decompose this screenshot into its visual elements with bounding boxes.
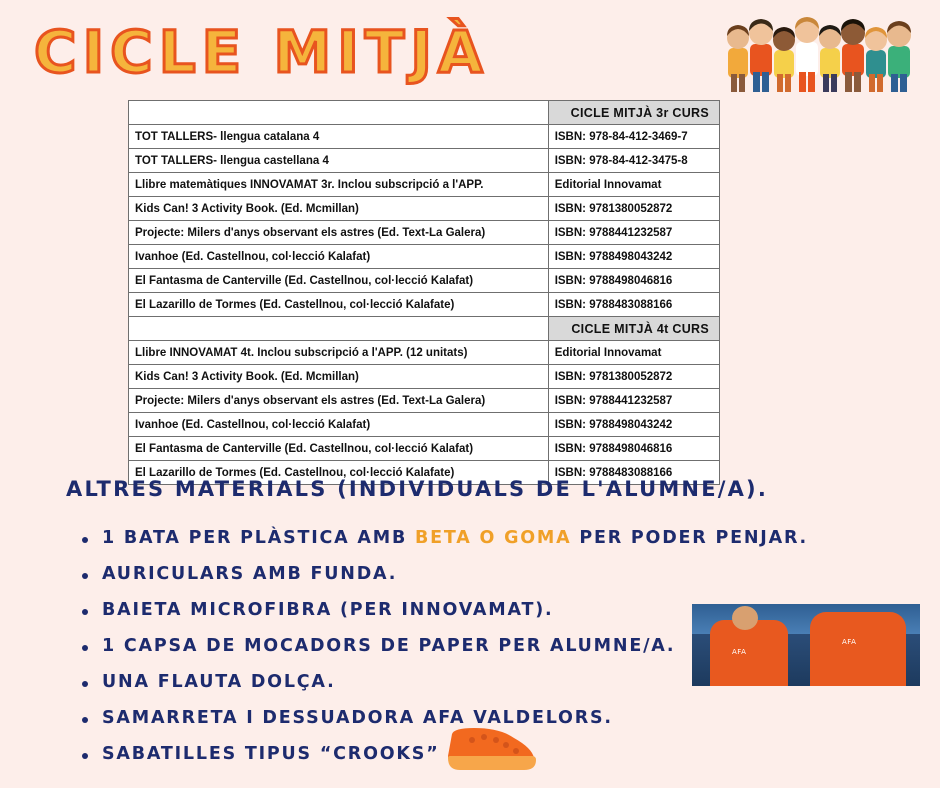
table-row bbox=[129, 197, 720, 221]
book-code: ISBN: 9781380052872 bbox=[548, 197, 719, 221]
page-title: CICLE MITJÀ bbox=[34, 18, 489, 86]
list-item-text-after: PER PODER PENJAR. bbox=[571, 528, 809, 548]
list-item bbox=[78, 600, 698, 620]
book-code: Editorial Innovamat bbox=[548, 173, 719, 197]
book-title: Llibre matemàtiques INNOVAMAT 3r. Inclou subscripció a l'APP. bbox=[129, 173, 549, 197]
book-code: ISBN: 9788483088166 bbox=[548, 461, 719, 485]
table-row bbox=[129, 365, 720, 389]
book-title: El Lazarillo de Tormes (Ed. Castellnou, col·lecció Kalafate) bbox=[129, 461, 549, 485]
list-item-text-before: 1 CAPSA DE MOCADORS DE PAPER PER ALUMNE/A. bbox=[102, 636, 676, 656]
table-section-header bbox=[129, 101, 720, 125]
list-item bbox=[78, 564, 698, 584]
book-title: Projecte: Milers d'anys observant els astres (Ed. Text-La Galera) bbox=[129, 221, 549, 245]
book-title: El Fantasma de Canterville (Ed. Castellnou, col·lecció Kalafat) bbox=[129, 269, 549, 293]
book-title: El Fantasma de Canterville (Ed. Castellnou, col·lecció Kalafat) bbox=[129, 437, 549, 461]
section-header-label: CICLE MITJÀ 4t CURS bbox=[548, 317, 719, 341]
table-row bbox=[129, 389, 720, 413]
table-row bbox=[129, 245, 720, 269]
book-title: TOT TALLERS- llengua catalana 4 bbox=[129, 125, 549, 149]
students-photo bbox=[692, 604, 920, 686]
book-code: ISBN: 9788441232587 bbox=[548, 221, 719, 245]
list-item-text-before: 1 BATA PER PLÀSTICA AMB bbox=[102, 528, 415, 548]
list-item-text-before: SABATILLES TIPUS “CROOKS” bbox=[102, 744, 440, 764]
photo-student-left bbox=[710, 620, 788, 686]
book-title: El Lazarillo de Tormes (Ed. Castellnou, col·lecció Kalafate) bbox=[129, 293, 549, 317]
photo-student-right bbox=[810, 612, 906, 686]
list-item bbox=[78, 708, 698, 728]
section-header-label: CICLE MITJÀ 3r CURS bbox=[548, 101, 719, 125]
table-row bbox=[129, 413, 720, 437]
table-row bbox=[129, 149, 720, 173]
list-item-text-before: BAIETA MICROFIBRA (PER INNOVAMAT). bbox=[102, 600, 554, 620]
photo-student-left-head bbox=[732, 606, 758, 630]
list-item bbox=[78, 528, 809, 548]
table-row bbox=[129, 293, 720, 317]
section-header-spacer bbox=[129, 317, 549, 341]
photo-caption-left: AFA bbox=[732, 648, 747, 656]
table-row bbox=[129, 125, 720, 149]
table-row bbox=[129, 437, 720, 461]
book-code: ISBN: 9781380052872 bbox=[548, 365, 719, 389]
list-item-text-before: AURICULARS AMB FUNDA. bbox=[102, 564, 398, 584]
book-title: Ivanhoe (Ed. Castellnou, col·lecció Kalafat) bbox=[129, 413, 549, 437]
book-code: ISBN: 978-84-412-3469-7 bbox=[548, 125, 719, 149]
book-code: ISBN: 9788483088166 bbox=[548, 293, 719, 317]
clog-shoe-illustration bbox=[440, 726, 546, 778]
materials-heading: ALTRES MATERIALS (INDIVIDUALS DE L'ALUMNE/A). bbox=[66, 477, 769, 501]
materials-list bbox=[78, 528, 809, 780]
table-row bbox=[129, 341, 720, 365]
table-row bbox=[129, 173, 720, 197]
book-list-table bbox=[128, 100, 720, 485]
book-code: ISBN: 9788441232587 bbox=[548, 389, 719, 413]
book-title: TOT TALLERS- llengua castellana 4 bbox=[129, 149, 549, 173]
book-title: Llibre INNOVAMAT 4t. Inclou subscripció a l'APP. (12 unitats) bbox=[129, 341, 549, 365]
book-title: Kids Can! 3 Activity Book. (Ed. Mcmillan) bbox=[129, 365, 549, 389]
children-group-illustration bbox=[722, 4, 922, 100]
table-row bbox=[129, 269, 720, 293]
book-title: Projecte: Milers d'anys observant els astres (Ed. Text-La Galera) bbox=[129, 389, 549, 413]
book-code: Editorial Innovamat bbox=[548, 341, 719, 365]
section-header-spacer bbox=[129, 101, 549, 125]
book-code: ISBN: 9788498046816 bbox=[548, 269, 719, 293]
book-code: ISBN: 9788498043242 bbox=[548, 413, 719, 437]
book-code: ISBN: 9788498046816 bbox=[548, 437, 719, 461]
book-title: Ivanhoe (Ed. Castellnou, col·lecció Kalafat) bbox=[129, 245, 549, 269]
table-section-header bbox=[129, 317, 720, 341]
photo-caption-right: AFA bbox=[842, 638, 857, 646]
list-item-text-before: SAMARRETA I DESSUADORA AFA VALDELORS. bbox=[102, 708, 613, 728]
list-item bbox=[78, 672, 698, 692]
list-item-text-before: UNA FLAUTA DOLÇA. bbox=[102, 672, 336, 692]
book-table-body bbox=[129, 101, 720, 485]
book-title: Kids Can! 3 Activity Book. (Ed. Mcmillan) bbox=[129, 197, 549, 221]
list-item bbox=[78, 636, 698, 656]
book-code: ISBN: 978-84-412-3475-8 bbox=[548, 149, 719, 173]
list-item-highlight: BETA O GOMA bbox=[415, 528, 572, 548]
list-item bbox=[78, 744, 698, 764]
book-code: ISBN: 9788498043242 bbox=[548, 245, 719, 269]
table-row bbox=[129, 221, 720, 245]
